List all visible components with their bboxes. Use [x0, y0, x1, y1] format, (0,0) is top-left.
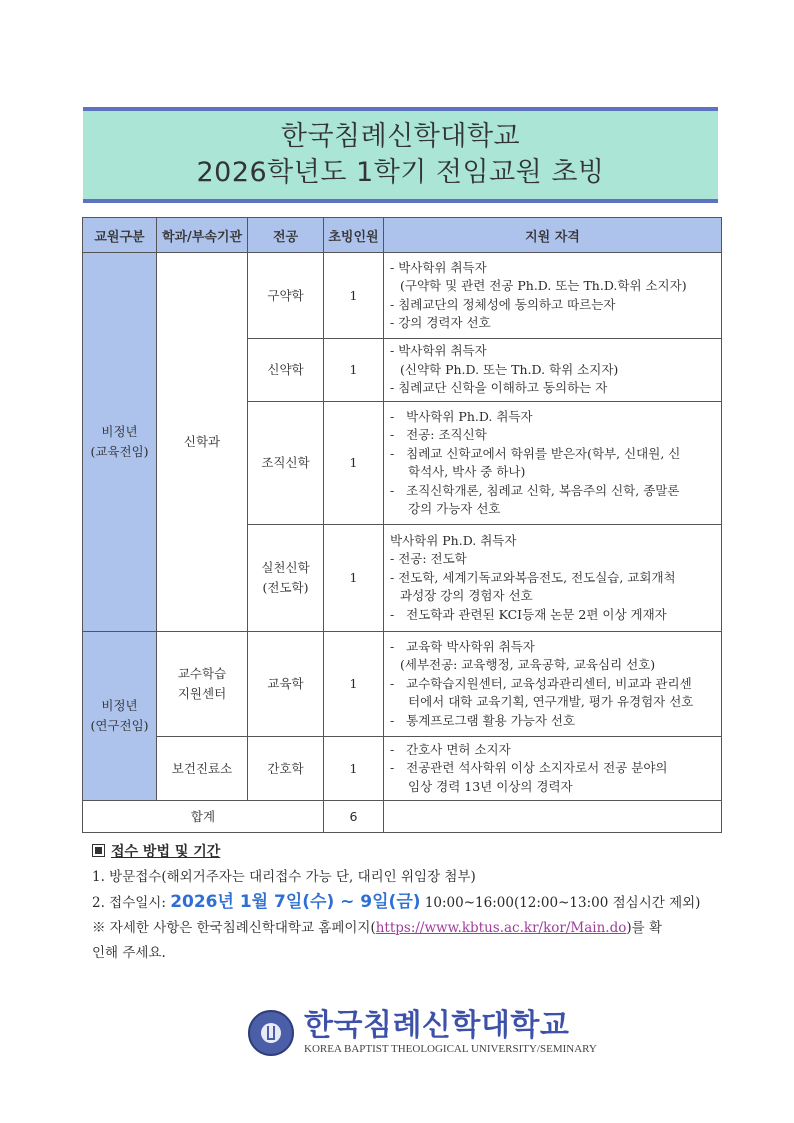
note-suffix: )를 확	[626, 920, 662, 936]
table-row	[83, 253, 722, 339]
major-cell: 간호학	[248, 737, 324, 801]
application-note	[92, 916, 732, 966]
qualification-line: - 박사학위 취득자	[390, 259, 487, 275]
category-cell	[83, 632, 157, 801]
total-label: 합계	[83, 801, 324, 833]
category-label: 비정년	[101, 698, 138, 713]
homepage-link[interactable]: https://www.kbtus.ac.kr/kor/Main.do	[375, 920, 627, 936]
count-cell: 1	[324, 253, 384, 339]
footer-logo	[248, 1007, 597, 1059]
total-row	[83, 801, 722, 833]
total-empty-cell	[384, 801, 722, 833]
qualification-line: - 전도학과 관련된 KCI등재 논문 2편 이상 게재자	[390, 606, 667, 622]
qualification-line: - 침례교단 신학을 이해하고 동의하는 자	[390, 380, 608, 396]
logo-text	[304, 1010, 597, 1056]
recruitment-table	[82, 217, 722, 833]
qualification-line: 터에서 대학 교육기획, 연구개발, 평가 유경험자 선호	[408, 694, 694, 710]
qualification-line: - 간호사 면허 소지자	[390, 741, 511, 757]
qualification-line: - 전공관련 석사학위 이상 소지자로서 전공 분야의	[390, 760, 668, 776]
qualification-line: - 침례교단의 정체성에 동의하고 따르는자	[390, 296, 616, 312]
category-label: 비정년	[101, 424, 138, 439]
application-date: 2026년 1월 7일(수) ~ 9일(금)	[170, 892, 421, 912]
header-category: 교원구분	[83, 218, 157, 253]
note-text: ※ 자세한 사항은 한국침례신학대학교 홈페이지(	[92, 920, 376, 936]
major-cell: 구약학	[248, 253, 324, 339]
qualification-line: - 박사학위 취득자	[390, 343, 487, 359]
table-header-row	[83, 218, 722, 253]
qualification-line: 학석사, 박사 중 하나)	[408, 464, 526, 479]
qualifications-cell	[384, 339, 722, 402]
qualification-line: 강의 가능자 선호	[408, 501, 501, 516]
count-cell: 1	[324, 402, 384, 525]
header-count: 초빙인원	[324, 218, 384, 253]
application-section	[92, 840, 732, 966]
major-cell: 교육학	[248, 632, 324, 737]
qualification-line: - 침례교 신학교에서 학위를 받은자(학부, 신대원, 신	[390, 445, 681, 461]
department-cell	[157, 632, 248, 737]
qualification-line: 박사학위 Ph.D. 취득자	[390, 532, 517, 548]
count-cell: 1	[324, 525, 384, 632]
qualification-line: - 전공: 조직신학	[390, 427, 487, 442]
category-sublabel: (연구전임)	[90, 718, 149, 733]
qualifications-cell	[384, 402, 722, 525]
checkbox-square-icon	[92, 844, 105, 857]
qualification-line: - 박사학위 Ph.D. 취득자	[390, 408, 533, 424]
count-cell: 1	[324, 632, 384, 737]
qualification-line: - 조직신학개론, 침례교 신학, 복음주의 신학, 종말론	[390, 482, 680, 498]
qualification-line: (신약학 Ph.D. 또는 Th.D. 학위 소지자)	[400, 361, 619, 377]
qualifications-cell	[384, 525, 722, 632]
department-label: 교수학습	[177, 666, 227, 681]
major-label: 실천신학	[261, 560, 310, 575]
qualifications-cell	[384, 737, 722, 801]
table-row	[83, 632, 722, 737]
application-time: 10:00~16:00(12:00~13:00 점심시간 제외)	[420, 895, 701, 911]
qualifications-cell	[384, 632, 722, 737]
logo-english: KOREA BAPTIST THEOLOGICAL UNIVERSITY/SEMINARY	[304, 1043, 597, 1055]
department-sublabel: 지원센터	[177, 686, 227, 701]
header-qualifications: 지원 자격	[384, 218, 722, 253]
qualification-line: (세부전공: 교육행정, 교육공학, 교육심리 선호)	[400, 657, 656, 673]
qualification-line: 과성장 강의 경험자 선호	[400, 588, 533, 604]
category-sublabel: (교육전임)	[90, 444, 149, 459]
table-row	[83, 737, 722, 801]
university-title: 한국침례신학대학교	[280, 121, 521, 152]
logo-korean: 한국침례신학대학교	[304, 1008, 570, 1043]
recruitment-title: 2026학년도 1학기 전임교원 초빙	[196, 157, 605, 188]
major-cell: 신약학	[248, 339, 324, 402]
header-department: 학과/부속기관	[157, 218, 248, 253]
qualification-line: (구약학 및 관련 전공 Ph.D. 또는 Th.D.학위 소지자)	[400, 278, 687, 293]
application-item-2	[92, 890, 732, 916]
note-line2: 인해 주세요.	[92, 945, 166, 961]
application-title-text: 접수 방법 및 기간	[111, 844, 221, 860]
title-banner	[83, 107, 718, 203]
major-sublabel: (전도학)	[262, 580, 309, 595]
qualification-line: - 전도학, 세계기독교와복음전도, 전도실습, 교회개척	[390, 569, 676, 585]
qualifications-cell	[384, 253, 722, 339]
header-major: 전공	[248, 218, 324, 253]
application-item-1: 1. 방문접수(해외거주자는 대리접수 가능 단, 대리인 위임장 첨부)	[92, 869, 476, 885]
university-seal-icon	[248, 1010, 294, 1056]
qualification-line: - 전공: 전도학	[390, 551, 467, 567]
count-cell: 1	[324, 339, 384, 402]
major-cell: 조직신학	[248, 402, 324, 525]
department-cell: 신학과	[157, 253, 248, 632]
qualification-line: - 강의 경력자 선호	[390, 315, 491, 330]
total-count: 6	[324, 801, 384, 833]
application-title	[92, 840, 732, 865]
qualification-line: - 교육학 박사학위 취득자	[390, 638, 535, 654]
qualification-line: - 교수학습지원센터, 교육성과관리센터, 비교과 관리센	[390, 675, 692, 691]
qualification-line: - 통계프로그램 활용 가능자 선호	[390, 712, 576, 728]
category-cell	[83, 253, 157, 632]
qualification-line: 임상 경력 13년 이상의 경력자	[408, 778, 573, 794]
item2-label: 2. 접수일시:	[92, 895, 171, 911]
count-cell: 1	[324, 737, 384, 801]
department-cell: 보건진료소	[157, 737, 248, 801]
major-cell	[248, 525, 324, 632]
